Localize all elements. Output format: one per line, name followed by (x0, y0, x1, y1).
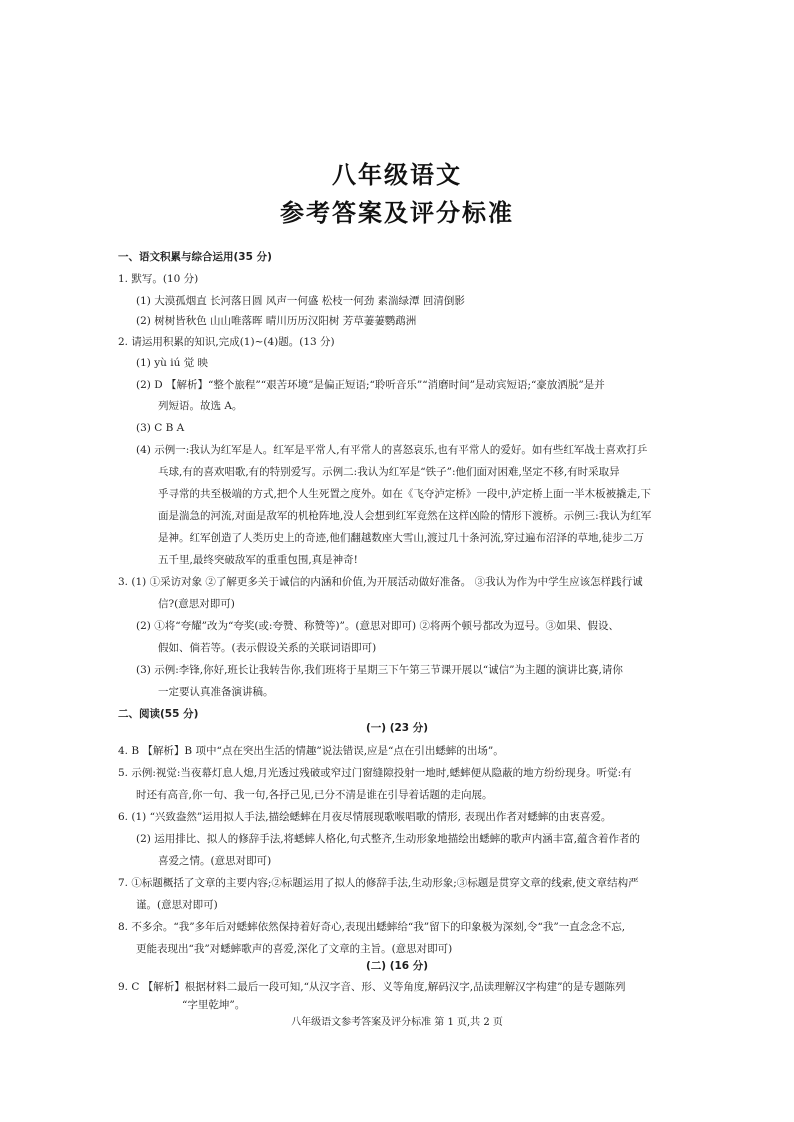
page-footer: 八年级语文参考答案及评分标准 第 1 页,共 2 页 (291, 1017, 503, 1028)
q7-answer-line: 7. ①标题概括了文章的主要内容;②标题运用了拟人的修辞手法,生动形象;③标题是贯穿文章的线索,使文章结构严 (118, 877, 639, 889)
q2-answer-line: (3) C B A (136, 422, 185, 434)
q3-answer-line: (2) ①将“夸耀”改为“夸奖(或:夸赞、称赞等)”。(意思对即可) ②将两个顿号都改为逗号。③如果、假设、 (136, 620, 619, 632)
q3-answer-line: 3. (1) ①采访对象 ②了解更多关于诚信的内涵和价值,为开展活动做好准备。 ③我认为作为中学生应该怎样践行诚 (118, 576, 643, 588)
q2-answer-line: 乎寻常的共至极端的方式,把个人生死置之度外。如在《飞夺泸定桥》一段中,泸定桥上面一半木板被撬走,下 (158, 488, 652, 500)
q2-answer-line: (1) yù iú 觉 映 (136, 357, 209, 369)
q3-answer-line: 信?(意思对即可) (158, 598, 235, 610)
page-subtitle: 参考答案及评分标准 (280, 199, 514, 227)
q5-answer-line: 时还有高音,你一句、我一句,各抒己见,已分不清是谁在引导着话题的走向展。 (136, 789, 493, 801)
q9-answer-line: “字里乾坤”。 (182, 999, 246, 1011)
q3-answer-line: 一定要认真准备演讲稿。 (158, 686, 274, 698)
reading-part-heading: (二) (16 分) (365, 960, 429, 972)
q2-answer-line: 乓球,有的喜欢唱歌,有的特别爱写。示例二:我认为红军是“铁子”:他们面对困难,坚定不移,有时采取异 (158, 466, 620, 478)
q5-answer-line: 5. 示例:视觉:当夜幕灯息人熄,月光透过残破或窄过门窗缝隙投射一地时,蟋蟀便从隐蔽的地方纷纷现身。听觉:有 (118, 767, 632, 779)
q6-answer-line: (2) 运用排比、拟人的修辞手法,将蟋蟀人格化,句式整齐,生动形象地描绘出蟋蟀的歌声内涵丰富,蕴含着作者的 (136, 833, 641, 845)
section-heading-2: 二、阅读(55 分) (118, 708, 199, 720)
q2-answer-line: 五千里,最终突破敌军的重重包围,真是神奇! (158, 554, 358, 566)
q2-answer-line: 列短语。故选 A。 (158, 400, 243, 412)
q7-answer-line: 谨。(意思对即可) (136, 899, 218, 911)
q8-answer-line: 8. 不多余。“我”多年后对蟋蟀依然保持着好奇心,表现出蟋蟀给“我”留下的印象极为深刻,令“我”一直念念不忘, (118, 921, 626, 933)
q1-answer-line: (2) 树树皆秋色 山山唯落晖 晴川历历汉阳树 芳草萋萋鹦鹉洲 (136, 315, 417, 327)
q3-answer-line: 假如、倘若等。(表示假设关系的关联词语即可) (158, 642, 377, 654)
q2-answer-line: 面是湍急的河流,对面是敌军的机枪阵地,没人会想到红军竟然在这样凶险的情形下渡桥。示例三:我认为红军 (158, 510, 652, 522)
q1-heading: 1. 默写。(10 分) (118, 273, 199, 285)
q2-answer-line: 是神。红军创造了人类历史上的奇迹,他们翻越数座大雪山,渡过几十条河流,穿过遍布沼泽的草地,徒步二万 (158, 532, 644, 544)
q4-answer: 4. B 【解析】B 项中“点在突出生活的情趣”说法错误,应是“点在引出蟋蟀的出场”。 (118, 745, 504, 757)
q6-answer-line: 喜爱之情。(意思对即可) (158, 855, 272, 867)
page-title: 八年级语文 (332, 161, 462, 189)
q2-heading: 2. 请运用积累的知识,完成(1)~(4)题。(13 分) (118, 336, 335, 348)
q9-answer-line: 9. C 【解析】根据材料二最后一段可知,“从汉字音、形、义等角度,解码汉字,品读理解汉字构建”的是专题陈列 (118, 981, 626, 993)
reading-part-heading: (一) (23 分) (365, 722, 429, 734)
section-heading-1: 一、语文积累与综合运用(35 分) (118, 251, 272, 263)
q2-answer-line: (4) 示例一:我认为红军是人。红军是平常人,有平常人的喜怒哀乐,也有平常人的爱好。如有些红军战士喜欢打乒 (136, 444, 648, 456)
q8-answer-line: 更能表现出“我”对蟋蟀歌声的喜爱,深化了文章的主旨。(意思对即可) (136, 943, 453, 955)
q6-answer-line: 6. (1) “兴致盎然”运用拟人手法,描绘蟋蟀在月夜尽情展现歌喉唱歌的情形, 表现出作者对蟋蟀的由衷喜爱。 (118, 811, 612, 823)
q3-answer-line: (3) 示例:李锋,你好,班长让我转告你,我们班将于星期三下午第三节课开展以“诚信”为主题的演讲比赛,请你 (136, 664, 623, 676)
q2-answer-line: (2) D 【解析】“整个旅程”“艰苦环境”是偏正短语;“聆听音乐”“消磨时间”是动宾短语;“豪放洒脱”是并 (136, 379, 605, 391)
q1-answer-line: (1) 大漠孤烟直 长河落日圆 风声一何盛 松枝一何劲 素湍绿潭 回清倒影 (136, 295, 465, 307)
